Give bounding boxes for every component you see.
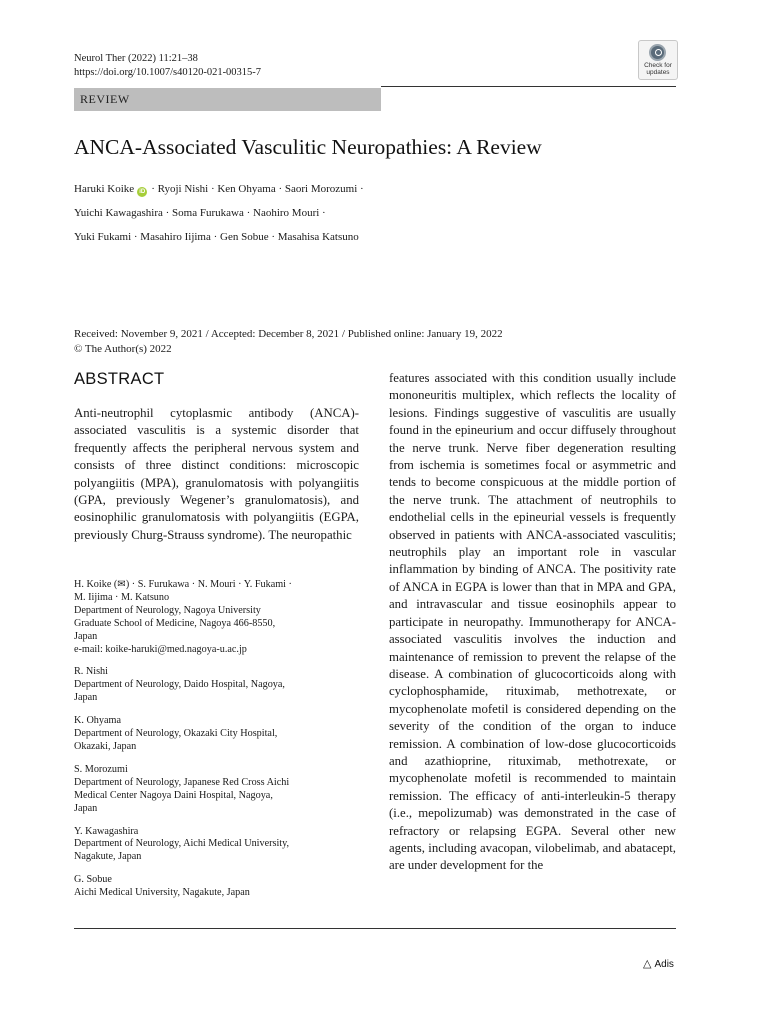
affiliation-line: Department of Neurology, Daido Hospital, Nagoya, — [74, 679, 285, 691]
affiliation-block — [74, 715, 359, 754]
affiliation-line: R. Nishi — [74, 666, 108, 678]
affiliation-line: Nagakute, Japan — [74, 851, 142, 863]
affiliation-line: Department of Neurology, Nagoya University — [74, 604, 261, 616]
abstract-text-right: features associated with this condition usually include mononeuritis multiplex, which reflects the locality of lesions. Findings suggestive of vasculitis are usually found in the epineurium and occur diffusely throughout the nerve trunk. Nerve fiber degeneration resulting from ischemia is sometimes focal or asymmetric and tends to become conspicuous at the middle portion of the nerve trunk. The attachment of neutrophils to endothelial cells in the epineurial vessels is frequently observed in patients with ANCA-associated vasculitis; neutrophils play an important role in vascular inflammation by binding of ANCA. The positivity rate of ANCA in EGPA is lower than that in MPA and GPA, and intravascular and tissue eosinophils appear to participate in neuropathy. Immunotherapy for ANCA-associated vasculitis involves the induction and maintenance of remission to prevent the relapse of the disease. A combination of glucocorticoids along with cyclophosphamide, rituximab, methotrexate, or mycophenolate mofetil is considered depending on the severity of the condition of the organ to induce remission. A combination of low-dose glucocorticoids and azathioprine, rituximab, methotrexate, or mycophenolate mofetil is recommended to maintain remission. The efficacy of anti-interleukin-5 therapy (i.e., mepolizumab) was demonstrated in the case of refractory or relapsing EGPA. Several other new agents, including avacopan, vilobelimab, and abatacept, are under development for the — [389, 371, 676, 873]
affiliation-block — [74, 579, 359, 656]
affiliations — [74, 579, 359, 910]
author-first[interactable]: Haruki Koike — [74, 183, 135, 195]
affiliation-line: G. Sobue — [74, 874, 112, 886]
doi-link[interactable]: https://doi.org/10.1007/s40120-021-00315-7 — [74, 67, 262, 78]
check-updates-icon — [649, 44, 666, 61]
publisher-logo — [643, 957, 674, 970]
affiliation-line: Japan — [74, 692, 98, 704]
author-list — [74, 177, 364, 249]
affiliation-line: S. Morozumi — [74, 763, 128, 775]
article-title: ANCA-Associated Vasculitic Neuropathies: A Review — [74, 135, 542, 159]
authors-line2: Yuichi Kawagashira · Soma Furukawa · Naohiro Mouri · — [74, 207, 326, 219]
section-label: REVIEW — [80, 92, 130, 106]
publication-history: Received: November 9, 2021 / Accepted: December 8, 2021 / Published online: January 19, 2022 — [74, 328, 503, 340]
journal-meta — [74, 52, 261, 80]
affiliation-line: Department of Neurology, Japanese Red Cross Aichi — [74, 776, 290, 788]
copyright-notice: © The Author(s) 2022 — [74, 343, 172, 355]
affiliation-line: Okazaki, Japan — [74, 740, 137, 752]
affiliation-line: Department of Neurology, Okazaki City Hospital, — [74, 728, 278, 740]
check-updates-line2: updates — [646, 69, 670, 76]
affiliation-line: Japan — [74, 802, 98, 814]
abstract-text-left: Anti-neutrophil cytoplasmic antibody (ANCA)-associated vasculitis is a systemic disorder that frequently affects the peripheral nervous system and consists of three distinct conditions: microscopic polyangiitis (MPA), granulomatosis with polyangiitis (GPA, previously Wegener’s granulomatosis), and eosinophilic granulomatosis with polyangiitis (EGPA, previously Churg-Strauss syndrome). The neuropathic — [74, 406, 359, 542]
check-for-updates-badge[interactable] — [638, 40, 678, 80]
affiliation-block — [74, 666, 359, 705]
affiliation-line: Japan — [74, 630, 98, 642]
journal-citation: Neurol Ther (2022) 11:21–38 — [74, 53, 198, 64]
affiliation-block — [74, 874, 359, 900]
affiliation-line: Department of Neurology, Aichi Medical University, — [74, 838, 290, 850]
authors-line1: · Ryoji Nishi · Ken Ohyama · Saori Morozumi · — [151, 183, 364, 195]
affiliation-line: Y. Kawagashira — [74, 825, 139, 837]
affiliation-line: Graduate School of Medicine, Nagoya 466-8550, — [74, 617, 276, 629]
authors-line3: Yuki Fukami · Masahiro Iijima · Gen Sobue · Masahisa Katsuno — [74, 231, 359, 243]
adis-triangle-icon: △ — [643, 958, 652, 970]
abstract-heading: ABSTRACT — [74, 370, 165, 388]
article-dates — [74, 327, 503, 357]
affiliation-block — [74, 826, 359, 865]
affiliation-line: M. Iijima · M. Katsuno — [74, 591, 170, 603]
footer-rule — [74, 928, 676, 929]
affiliation-block — [74, 764, 359, 816]
affiliation-line: K. Ohyama — [74, 715, 121, 727]
check-updates-line1: Check for — [644, 62, 672, 69]
orcid-icon[interactable]: iD — [139, 189, 146, 195]
section-label-bar — [74, 88, 381, 111]
publisher-name: Adis — [654, 959, 674, 970]
affiliation-line: Medical Center Nagoya Daini Hospital, Nagoya, — [74, 789, 273, 801]
affiliation-line: H. Koike (✉) · S. Furukawa · N. Mouri · Y. Fukami · — [74, 579, 292, 590]
header-rule — [381, 86, 676, 87]
affiliation-line: Aichi Medical University, Nagakute, Japan — [74, 887, 250, 899]
corresponding-email[interactable]: e-mail: koike-haruki@med.nagoya-u.ac.jp — [74, 643, 247, 655]
